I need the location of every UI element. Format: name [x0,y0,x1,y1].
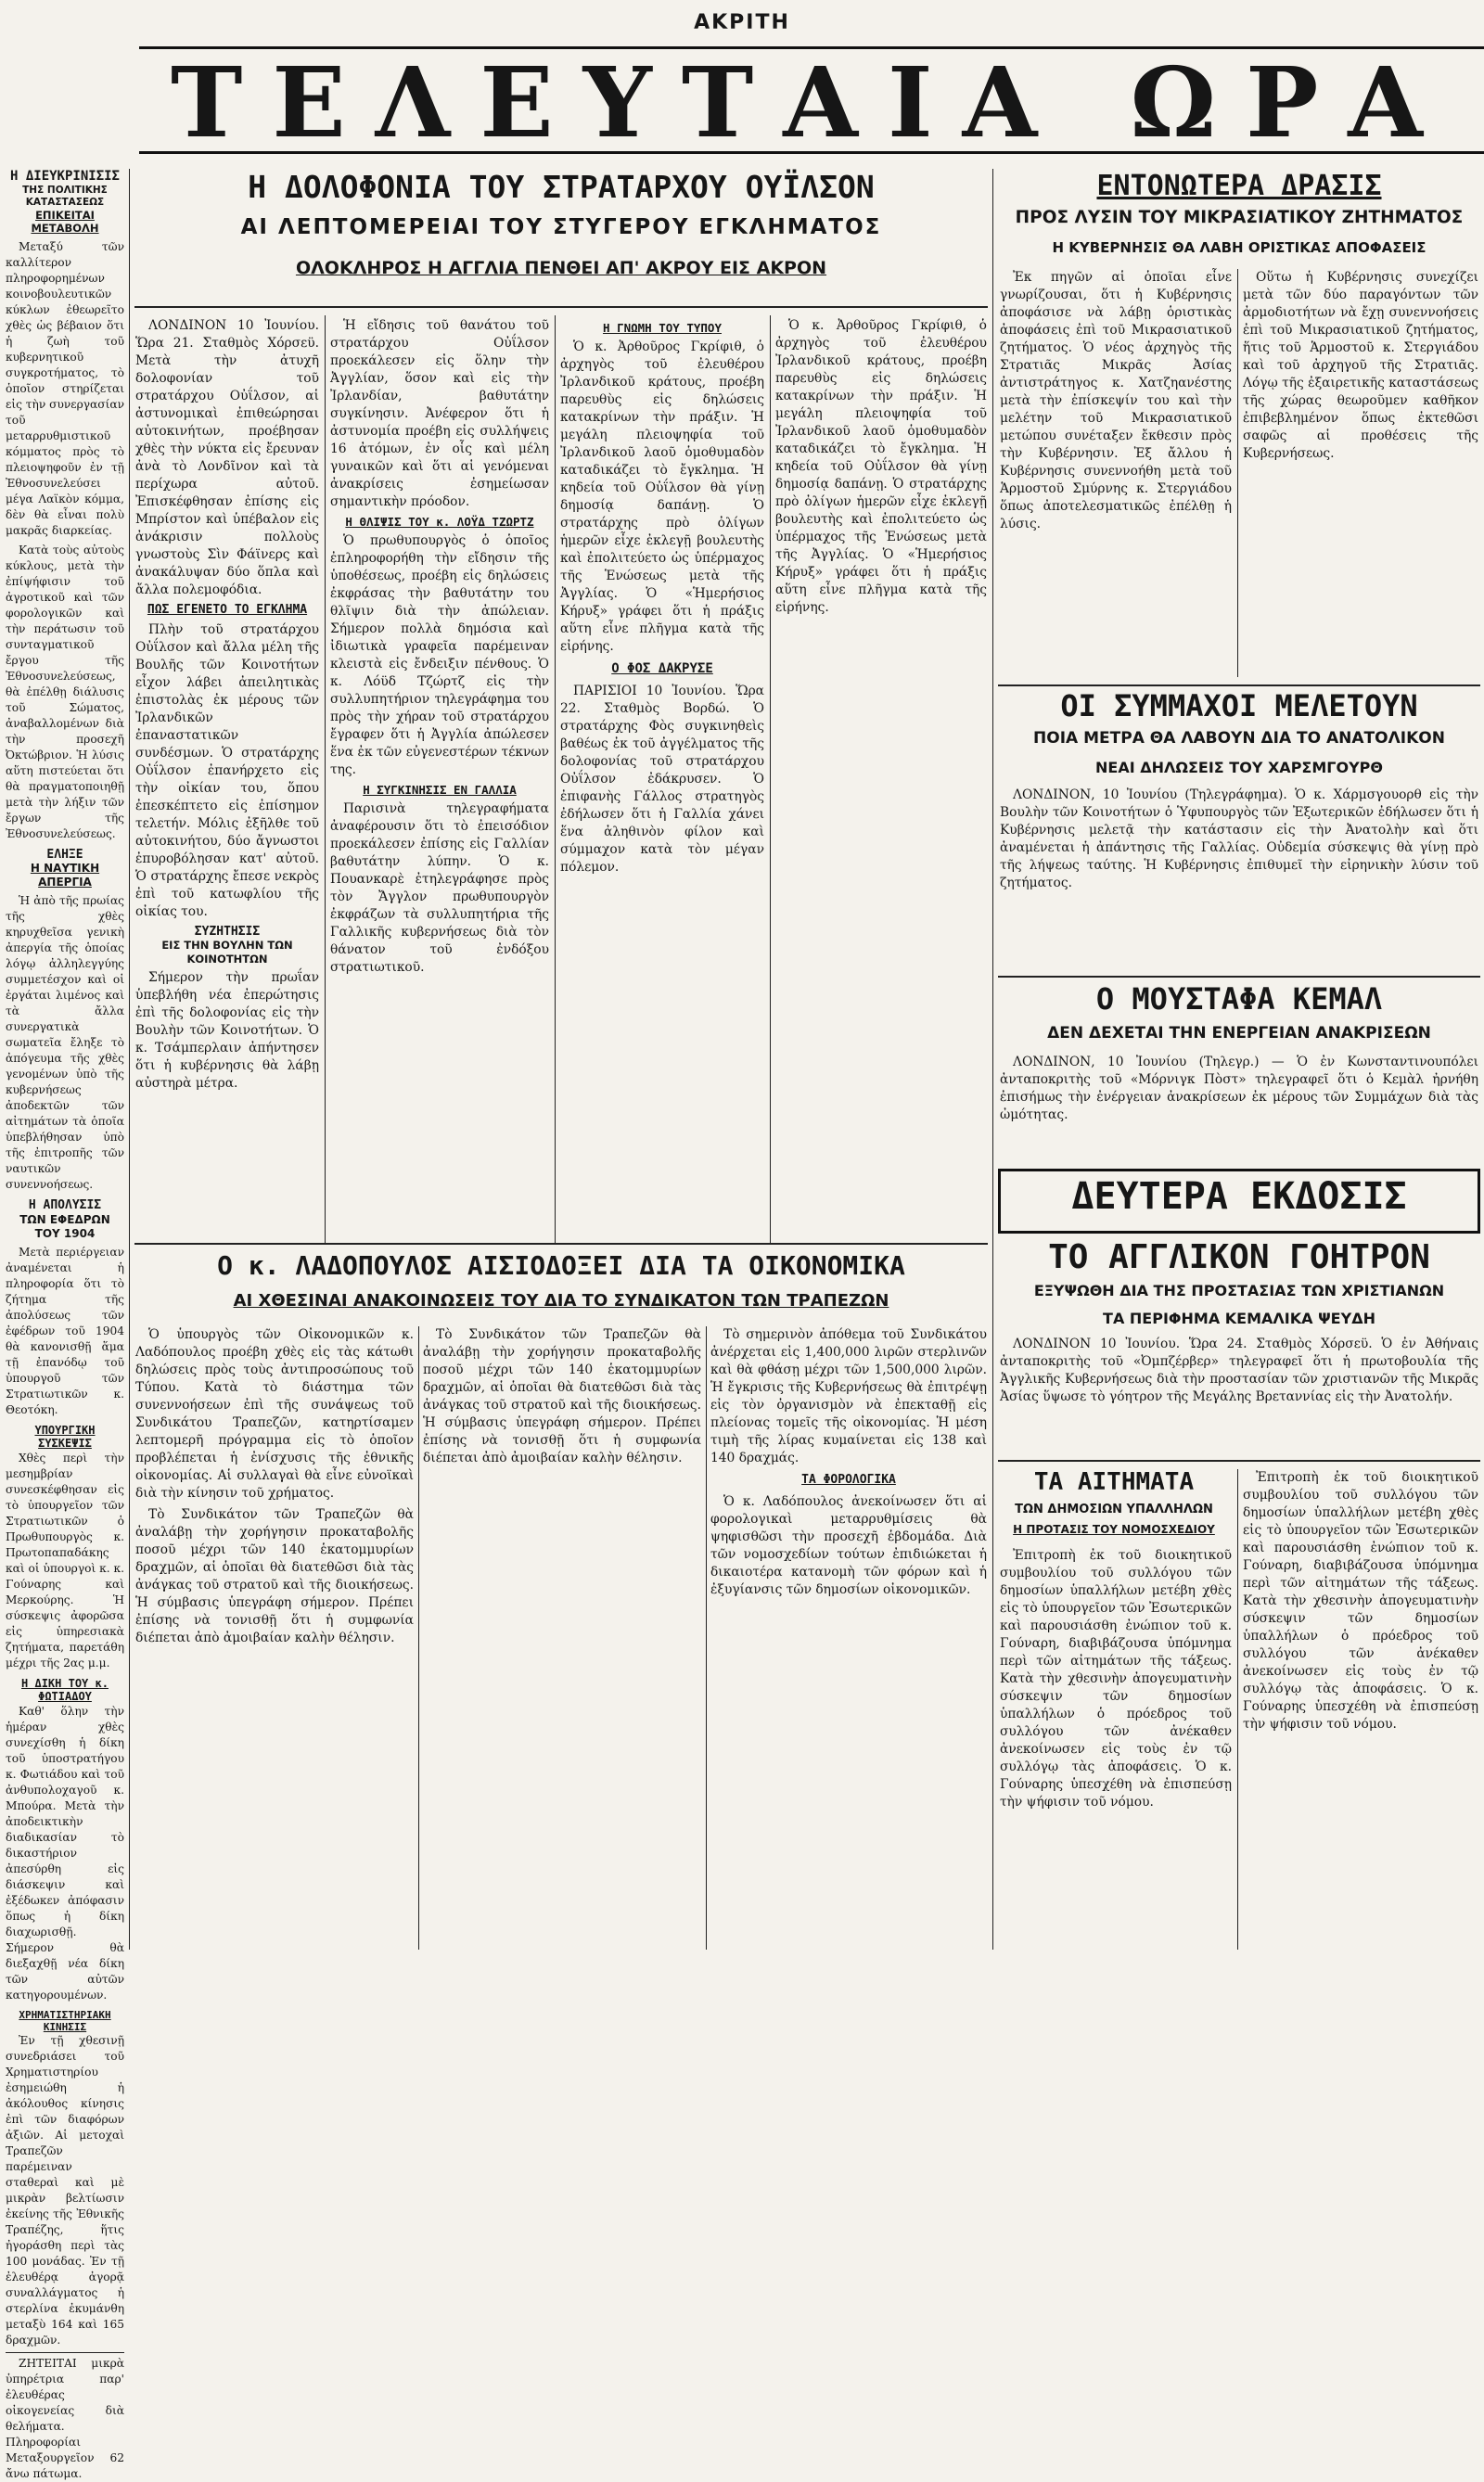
headline: ΤΟ ΑΓΓΛΙΚΟΝ ΓΟΗΤΡΟΝ [1048,1238,1430,1276]
headline: Ο ΜΟΥΣΤΑΦΑ ΚΕΜΑΛ [1095,981,1383,1017]
article-column [1243,1469,1478,1950]
section-heading: ΕΙΣ ΤΗΝ ΒΟΥΛΗΝ ΤΩΝ ΚΟΙΝΟΤΗΤΩΝ [161,939,293,966]
article-text: Ὁ κ. Ἀρθοῦρος Γκρίφιθ, ὁ ἀρχηγὸς τοῦ ἐλευθέρου Ἰρλανδικοῦ κράτους, προέβη παρευθὺς εἰς δηλώσεις κατακρίνων τὴν πράξιν. Ἡ μεγάλη πλειοψηφία τοῦ Ἰρλανδικοῦ λαοῦ ὁμοθυμαδὸν καταδικάζει τὸ ἔγκλημα. Ἡ κηδεία τοῦ Οὐΐλσον θὰ γίνῃ δημοσίᾳ δαπάνῃ. Ὁ στρατάρχης πρὸ ὀλίγων ἡμερῶν εἶχε ἐκλεγῇ βουλευτὴς καὶ ἐπολιτεύετο ὡς ὑπέρμαχος τῆς Ἑνώσεως μετὰ τῆς Ἀγγλίας. Ὁ «Ἡμερήσιος Κήρυξ» γράφει ὅτι ἡ πράξις αὕτη εἶνε πλῆγμα κατὰ τῆς εἰρήνης. [560,339,764,654]
article-column [1000,787,1478,972]
article-column [1000,269,1232,677]
article-text: Πλὴν τοῦ στρατάρχου Οὐΐλσον καὶ ἄλλα μέλη τῆς Βουλῆς τῶν Κοινοτήτων εἶχον λάβει ἀπειλητικὰς ἐπιστολὰς ἐκ μέρους τῶν Ἰρλανδικῶν ἐπαναστατικῶν συνδέσμων. Ὁ στρατάρχης Οὐΐλσον ἐπανήρχετο εἰς τὴν οἰκίαν του, ὅπου ἐπεσκέπτετο εἰς ἐπίσημον τελετήν. Μόλις ἐξῆλθε τοῦ αὐτοκινήτου, δύο ἄγνωστοι ἐπυροβόλησαν κατ' αὐτοῦ. Ὁ στρατάρχης ἔπεσε νεκρὸς ἐπὶ τοῦ κατωφλίου τῆς οἰκίας του. [135,621,319,919]
article-text: Ὁ κ. Λαδόπουλος ἀνεκοίνωσεν ὅτι αἱ φορολογικαὶ μεταρρυθμίσεις θὰ ψηφισθῶσι τὴν προσεχῆ ἑβδομάδα. Διὰ τῶν νομοσχεδίων τούτων ἐπιδιώκεται ἡ δικαιοτέρα κατανομὴ τῶν φόρων καὶ ἡ ἐξυγίανσις τῶν δημοσίων οἰκονομικῶν. [710,1493,987,1597]
section-heading: ΠΩΣ ΕΓΕΝΕΤΟ ΤΟ ΕΓΚΛΗΜΑ [147,603,308,617]
subheadline: ΟΛΟΚΛΗΡΟΣ Η ΑΓΓΛΙΑ ΠΕΝΘΕΙ ΑΠ' ΑΚΡΟΥ ΕΙΣ ΑΚΡΟΝ [295,258,827,278]
article-text: ΛΟΝΔΙΝΟΝ 10 Ἰουνίου. Ὥρα 24. Σταθμὸς Χόρσεϋ. Ὁ ἐν Ἀθήναις ἀνταποκριτὴς τοῦ «Ὀμπζέρβερ» τηλεγραφεῖ ὅτι ἡ πρωτοβουλία τῆς Ἀγγλικῆς Κυβερνήσεως διὰ τὴν προστασίαν τῶν χριστιανῶν τῆς Μικρᾶς Ἀσίας ὕψωσε τὸ γόητρον τῆς Μεγάλης Βρεταννίας εἰς τὴν Ἀνατολήν. [1000,1337,1478,1404]
left-column [6,169,124,2480]
column-rule [770,315,771,1243]
headline: ΟΙ ΣΥΜΜΑΧΟΙ ΜΕΛΕΤΟΥΝ [1060,688,1418,723]
headline: Η ΔΙΕΥΚΡΙΝΙΣΙΣ [9,169,120,184]
subheadline: ΤΩΝ ΕΦΕΔΡΩΝ ΤΟΥ 1904 [19,1212,110,1240]
article-text: Μεταξύ τῶν καλλίτερον πληροφορημένων κοινοβουλευτικῶν κύκλων ἐθεωρεῖτο χθὲς ὡς βέβαιον ὅτι ἡ ζωὴ τοῦ κυβερνητικοῦ συγκροτήματος, τὸ ὁποῖον στηρίζεται εἰς τὴν συνεργασίαν τοῦ μεταρρυθμιστικοῦ κόμματος πρὸς τὸ πλειοψηφοῦν ἐν τῇ Ἐθνοσυνελεύσει μέγα Λαϊκὸν κόμμα, δὲν θὰ εἶναι πολὺ μακρᾶς διαρκείας. [6,239,124,537]
subheadline: ΔΕΝ ΔΕΧΕΤΑΙ ΤΗΝ ΕΝΕΡΓΕΙΑΝ ΑΝΑΚΡΙΣΕΩΝ [1047,1024,1431,1043]
subheadline: Η ΚΥΒΕΡΝΗΣΙΣ ΘΑ ΛΑΒΗ ΟΡΙΣΤΙΚΑΣ ΑΠΟΦΑΣΕΙΣ [1052,239,1426,256]
column-rule [992,169,993,1950]
column-rule [1237,269,1238,677]
column-rule [706,1326,707,1950]
headline: Η ΔΙΚΗ ΤΟΥ κ. ΦΩΤΙΑΔΟΥ [21,1676,109,1704]
headline: ΕΝΤΟΝΩΤΕΡΑ ΔΡΑΣΙΣ [1096,170,1382,202]
article-text: Χθὲς περὶ τὴν μεσημβρίαν συνεσκέφθησαν εἰς τὸ ὑπουργεῖον τῶν Στρατιωτικῶν ὁ Πρωθυπουργὸς κ. Πρωτοπαπαδάκης καὶ οἱ ὑπουργοὶ κ. κ. Γούναρης καὶ Μερκούρης. Ἡ σύσκεψις ἀφορῶσα εἰς ὑπηρεσιακὰ ζητήματα, παρετάθη μέχρι τῆς 2ας μ.μ. [6,1451,124,1670]
subheadline: ΑΙ ΧΘΕΣΙΝΑΙ ΑΝΑΚΟΙΝΩΣΕΙΣ ΤΟΥ ΔΙΑ ΤΟ ΣΥΝΔΙΚΑΤΟΝ ΤΩΝ ΤΡΑΠΕΖΩΝ [233,1291,889,1311]
article-text: Ἐπιτροπὴ ἐκ τοῦ διοικητικοῦ συμβουλίου τοῦ συλλόγου τῶν δημοσίων ὑπαλλήλων μετέβη χθὲς εἰς τὸ ὑπουργεῖον τῶν Ἐσωτερικῶν καὶ παρουσιάσθη ἐνώπιον τοῦ κ. Γούναρη, διαβιβάζουσα ὑπόμνημα περὶ τῶν αἰτημάτων τῆς τάξεως. Κατὰ τὴν χθεσινὴν ἀπογευματινὴν σύσκεψιν τῶν δημοσίων ὑπαλλήλων ὁ πρόεδρος τοῦ συλλόγου τῶν ἀνέκαθεν ἀνεκοίνωσεν εἰς τοὺς ἐν τῷ συλλόγῳ τὰς ἀποφάσεις. Ὁ κ. Γούναρης ὑπεσχέθη νὰ ἐπισπεύσῃ τὴν ψήφισιν τοῦ νόμου. [1000,1548,1232,1810]
article-text: Ἡ εἴδησις τοῦ θανάτου τοῦ στρατάρχου Οὐΐλσον προεκάλεσεν εἰς ὅλην τὴν Ἀγγλίαν, ὅσον καὶ εἰς τὴν Ἰρλανδίαν, βαθυτάτην συγκίνησιν. Ἀνέφερον ὅτι ἡ ἀστυνομία προέβη εἰς συλλήψεις 16 ἀτόμων, ἐν οἷς καὶ μέλη γυναικῶν καὶ ὅτι αἱ γενόμεναι ἀνακρίσεις ἐσημείωσαν σημαντικὴν πρόοδον. [330,318,549,509]
divider [998,684,1480,686]
article-column [775,317,987,1235]
headline: ΥΠΟΥΡΓΙΚΗ ΣΥΣΚΕΨΙΣ [34,1423,96,1451]
article-text: ΠΑΡΙΣΙΟΙ 10 Ἰουνίου. Ὥρα 22. Σταθμὸς Βορδώ. Ὁ στρατάρχης Φὸς συγκινηθεὶς βαθέως ἐκ τοῦ ἀγγέλματος τῆς δολοφονίας τοῦ στρατάρχου Οὐΐλσον ἐδάκρυσεν. Ὁ ἐπιφανὴς Γάλλος στρατηγὸς ἐδήλωσεν ὅτι ἡ Γαλλία χάνει ἕνα ἀληθινὸν φίλον καὶ σύμμαχον κατὰ τὸν μέγαν πόλεμον. [560,683,764,875]
headline: ΕΛΗΞΕ [46,847,83,862]
article-text: Ἐν τῇ χθεσινῇ συνεδριάσει τοῦ Χρηματιστηρίου ἐσημειώθη ἡ ἀκόλουθος κίνησις ἐπὶ τῶν διαφόρων ἀξιῶν. Αἱ μετοχαὶ Τραπεζῶν παρέμειναν σταθεραὶ καὶ μὲ μικρὰν βελτίωσιν ἐκείνης τῆς Ἐθνικῆς Τραπέζης, ἥτις ἠγοράσθη περὶ τὰς 100 μονάδας. Ἐν τῇ ἐλευθέρᾳ ἀγορᾷ συναλλάγματος ἡ στερλίνα ἐκυμάνθη μεταξὺ 164 καὶ 165 δραχμῶν. [6,2033,124,2347]
divider [134,1243,988,1245]
headline: Η ΑΠΟΛΥΣΙΣ [28,1198,102,1213]
article-text: Ὁ κ. Ἀρθοῦρος Γκρίφιθ, ὁ ἀρχηγὸς τοῦ ἐλευθέρου Ἰρλανδικοῦ κράτους, προέβη παρευθὺς εἰς δηλώσεις κατακρίνων τὴν πράξιν. Ἡ μεγάλη πλειοψηφία τοῦ Ἰρλανδικοῦ λαοῦ ὁμοθυμαδὸν καταδικάζει τὸ ἔγκλημα. Ἡ κηδεία τοῦ Οὐΐλσον θὰ γίνῃ δημοσίᾳ δαπάνῃ. Ὁ στρατάρχης πρὸ ὀλίγων ἡμερῶν εἶχε ἐκλεγῇ βουλευτὴς καὶ ἐπολιτεύετο ὡς ὑπέρμαχος τῆς Ἑνώσεως μετὰ τῆς Ἀγγλίας. Ὁ «Ἡμερήσιος Κήρυξ» γράφει ὅτι ἡ πράξις αὕτη εἶνε πλῆγμα κατὰ τῆς εἰρήνης. [775,318,987,615]
article-column [1243,269,1478,677]
column-rule [325,315,326,1243]
article-text: ΛΟΝΔΙΝΟΝ 10 Ἰουνίου. Ὥρα 21. Σταθμὸς Χόρσεϋ. Μετὰ τὴν ἀτυχῆ δολοφονίαν τοῦ στρατάρχου Οὐΐλσον, αἱ ἀστυνομικαὶ ἐπιθεώρησαι αὐτοκινήτων, προέβησαν χθὲς τὴν νύκτα εἰς ἔρευναν ἀνὰ τὸ Λονδῖνον καὶ τὰ περίχωρα αὐτοῦ. Ἐπισκέφθησαν ἐπίσης εἰς Μπρίστον καὶ ὑπέβαλον εἰς ἀνάκρισιν πολλοὺς γνωστοὺς Σὶν Φάϊνερς καὶ ἀνακάλυψαν δύο ὅπλα καὶ ἄλλα πολεμοφόδια. [135,318,319,597]
article-text: Ὁ ὑπουργὸς τῶν Οἰκονομικῶν κ. Λαδόπουλος προέβη χθὲς εἰς τὰς κάτωθι δηλώσεις πρὸς τοὺς ἀντιπροσώπους τοῦ Τύπου. Κατὰ τὸ διάστημα τῶν συνεννοήσεων ἐπὶ τῆς συνάψεως τοῦ Συνδικάτου Τραπεζῶν, κατηρτίσαμεν λεπτομερῆ πρόγραμμα εἰς τὸ ὁποῖον προβλέπεται ἡ ἐνίσχυσις τῆς ἐθνικῆς οἰκονομίας. Αἱ συλλαγαὶ θὰ εἶνε εὐνοϊκαὶ διὰ τὴν κίνησιν τοῦ χρήματος. [135,1327,414,1501]
article-text: ΛΟΝΔΙΝΟΝ, 10 Ἰουνίου (Τηλεγρ.) — Ὁ ἐν Κωνσταντινουπόλει ἀνταποκριτὴς τοῦ «Μόρνιγκ Πὸστ» τηλεγραφεῖ ὅτι ὁ Κεμὰλ ἠρνήθη ἐπισήμως τὴν ἐνέργειαν ἀνακρίσεων ἐκ μέρους τῶν Συμμάχων διὰ τὰς ὠμότητας. [1000,1055,1478,1122]
subheadline: ΠΡΟΣ ΛΥΣΙΝ ΤΟΥ ΜΙΚΡΑΣΙΑΤΙΚΟΥ ΖΗΤΗΜΑΤΟΣ [1015,208,1464,227]
divider [998,1460,1480,1462]
headline: Η ΔΟΛΟΦΟΝΙΑ ΤΟΥ ΣΤΡΑΤΑΡΧΟΥ ΟΥΪΛΣΟΝ [248,169,875,205]
column-rule [1237,1469,1238,1950]
article-text: Ἡ ἀπὸ τῆς πρωίας τῆς χθὲς κηρυχθεῖσα γενικὴ ἀπεργία τῆς ὁποίας λόγῳ ἀλληλεγγύης συμμετέσχον καὶ οἱ ἐργάται λιμένος καὶ τὰ ἄλλα συνεργατικὰ σωματεῖα ἔληξε τὸ ἀπόγευμα τῆς χθὲς γενομένων ὑπὸ τῆς κυβερνήσεως ἀποδεκτῶν τῶν αἰτημάτων τὰ ὁποῖα ὑπεβλήθησαν ὑπὸ τῆς ἐπιτροπῆς τῶν ναυτικῶν συνεννοήσεως. [6,894,124,1192]
article-text: Οὕτω ἡ Κυβέρνησις συνεχίζει μετὰ τῶν δύο παραγόντων τῶν ἀρμοδιοτήτων νὰ ἔχῃ συνεννοήσεις ἐπὶ τοῦ Μικρασιατικοῦ ζητήματος, ἥτις τοῦ Ἁρμοστοῦ κ. Στεργιάδου καὶ τοῦ ἀρχηγοῦ τῆς Στρατιᾶς. Λόγῳ τῆς ἐξαιρετικῆς καταστάσεως τῆς χώρας θεωροῦμεν καθῆκον ἐπιβεβλημένον ὅπως ἐκτεθῶσι σαφῶς αἱ προθέσεις τῆς Κυβερνήσεως. [1243,270,1478,461]
article-text: Ἐκ πηγῶν αἱ ὁποῖαι εἶνε γνωρίζουσαι, ὅτι ἡ Κυβέρνησις ἀποφάσισε νὰ λάβῃ ὁριστικὰς ἀποφάσεις ἐπὶ τοῦ Μικρασιατικοῦ ζητήματος. Ὁ νέος ἀρχηγὸς τῆς Στρατιᾶς Μικρᾶς Ἀσίας ἀντιστράτηγος κ. Χατζηανέστης μετὰ τὴν ἐπίσκεψίν του καὶ τὴν μελέτην τοῦ Μικρασιατικοῦ μετώπου συνέταξεν ἔκθεσιν πρὸς τὴν Κυβέρνησιν. Ἐξ ἄλλου ἡ Κυβέρνησις συνεννοήθη μετὰ τοῦ Ἁρμοστοῦ Σμύρνης κ. Στεργιάδου ὅπως ἀποτελεσματικῶς ἐπέλθῃ ἡ λύσις. [1000,270,1232,531]
subheadline: ΕΠΙΚΕΙΤΑΙ ΜΕΤΑΒΟΛΗ [31,209,99,236]
article-text: Παρισινὰ τηλεγραφήματα ἀναφέρουσιν ὅτι τὸ ἐπεισόδιον προεκάλεσεν ἐπίσης εἰς Γαλλίαν βαθυτάτην λύπην. Ὁ κ. Πουανκαρὲ ἐτηλεγράφησε πρὸς τὸν Ἄγγλον πρωθυπουργὸν ἐκφράζων τὰ συλλυπητήρια τῆς Γαλλικῆς κυβερνήσεως διὰ τὸν θάνατον τοῦ ἐνδόξου στρατιωτικοῦ. [330,801,549,975]
article-text: Τὸ Συνδικάτον τῶν Τραπεζῶν θὰ ἀναλάβῃ τὴν χορήγησιν προκαταβολῆς ποσοῦ μέχρι τῶν 140 ἑκατομμυρίων δραχμῶν, αἱ ὁποῖαι θὰ διατεθῶσι διὰ τὰς ἀνάγκας τοῦ στρατοῦ καὶ τῆς διοικήσεως. Ἡ σύμβασις ὑπεγράφη σήμερον. Πρέπει ἐπίσης νὰ τονισθῇ ὅτι ἡ συμφωνία διέπεται ἀπὸ ἀμοιβαίαν καλὴν θέλησιν. [135,1507,414,1645]
subheadline: ΤΗΣ ΠΟΛΙΤΙΚΗΣ ΚΑΤΑΣΤΑΣΕΩΣ [22,184,108,208]
headline: Ο κ. ΛΑΔΟΠΟΥΛΟΣ ΑΙΣΙΟΔΟΞΕΙ ΔΙΑ ΤΑ ΟΙΚΟΝΟΜΙΚΑ [217,1250,905,1281]
column-rule [555,315,556,1243]
article-column [330,317,549,1235]
article-text: ΛΟΝΔΙΝΟΝ, 10 Ἰουνίου (Τηλεγράφημα). Ὁ κ. Χάρμσγουορθ εἰς τὴν Βουλὴν τῶν Κοινοτήτων ὁ Ὑφυπουργὸς τῶν Ἐξωτερικῶν ἐδήλωσεν ὅτι ἡ Κυβέρνησις μελετᾷ τὴν κατάστασιν εἰς τὴν Ἀνατολὴν καὶ ὅτι ἀναμένεται ἡ ἀπάντησις τῆς Γαλλίας. Οὐδεμία σύσκεψις θὰ γίνῃ πρὸ τῆς λήψεως ταύτης. Ἡ Κυβέρνησις ἐπιθυμεῖ τὴν εἰρηνικὴν λύσιν τοῦ ζητήματος. [1000,787,1478,890]
masthead: ΑΚΡΙΤΗ [694,11,790,34]
subheadline: ΠΟΙΑ ΜΕΤΡΑ ΘΑ ΛΑΒΟΥΝ ΔΙΑ ΤΟ ΑΝΑΤΟΛΙΚΟΝ [1033,729,1445,748]
article-text: Τὸ σημερινὸν ἀπόθεμα τοῦ Συνδικάτου ἀνέρχεται εἰς 1,400,000 λιρῶν στερλινῶν καὶ θὰ φθάσῃ μέχρι τῶν 1,500,000 λιρῶν. Ἡ ἔγκρισις τῆς Κυβερνήσεως θὰ ἐπιτρέψῃ εἰς τὸν ὀργανισμὸν νὰ ἐπεκταθῇ εἰς πλείονας τομεῖς τῆς οἰκονομίας. Ἡ μέση τιμὴ τῆς λίρας κυμαίνεται εἰς 138 καὶ 140 δραχμάς. [710,1327,987,1465]
headline: ΤΑ ΑΙΤΗΜΑΤΑ [1033,1468,1195,1496]
subheadline: ΤΩΝ ΔΗΜΟΣΙΩΝ ΥΠΑΛΛΗΛΩΝ [1015,1503,1213,1516]
article-column [1000,1336,1478,1456]
column-rule [129,169,130,1950]
article-column [1000,1054,1478,1159]
subheadline: ΝΕΑΙ ΔΗΛΩΣΕΙΣ ΤΟΥ ΧΑΡΣΜΓΟΥΡΘ [1095,759,1383,776]
article-column [423,1326,701,1950]
subheadline: ΕΞΥΨΩΘΗ ΔΙΑ ΤΗΣ ΠΡΟΣΤΑΣΙΑΣ ΤΩΝ ΧΡΙΣΤΙΑΝΩΝ [1033,1282,1445,1299]
subheadline: ΑΙ ΛΕΠΤΟΜΕΡΕΙΑΙ ΤΟΥ ΣΤΥΓΕΡΟΥ ΕΓΚΛΗΜΑΤΟΣ [240,215,882,239]
section-heading: ΤΑ ΦΟΡΟΛΟΓΙΚΑ [801,1473,896,1487]
article-text: Μετὰ περιέργειαν ἀναμένεται ἡ πληροφορία ὅτι τὸ ζήτημα τῆς ἀπολύσεως τῶν ἐφέδρων τοῦ 1904 θὰ κανονισθῇ ἅμα τῇ ἐπανόδῳ τοῦ ὑπουργοῦ τῶν Στρατιωτικῶν κ. Θεοτόκη. [6,1245,124,1416]
section-heading: ΣΥΖΗΤΗΣΙΣ [194,924,261,939]
banner-title: ΤΕΛΕΥΤΑΙΑ ΩΡΑ [171,45,1452,160]
article-text: Ὁ πρωθυπουργὸς ὁ ὁποῖος ἐπληροφορήθη τὴν εἴδησιν τῆς ὑποθέσεως, προέβη εἰς δηλώσεις ἐκφράσας τὴν βαθυτάτην του θλῖψιν διὰ τὴν ἀπώλειαν. Σήμερον πολλὰ δημόσια καὶ ἰδιωτικὰ γραφεῖα παρέμειναν κλειστὰ εἰς ἔνδειξιν πένθους. Ὁ κ. Λόϋδ Τζώρτζ εἰς τὴν συλλυπητήριον τηλεγράφημα του πρὸς τὴν χήραν τοῦ στρατάρχου ἔγραφεν ὅτι ἡ Ἀγγλία ἀπώλεσεν ἕνα ἐκ τῶν εὐγενεστέρων τέκνων της. [330,533,549,777]
divider [998,976,1480,978]
article-text: Κατὰ τοὺς αὐτοὺς κύκλους, μετὰ τὴν ἐπίψήφισιν τοῦ ἀγροτικοῦ καὶ τῶν φορολογικῶν καὶ τὴν περάτωσιν τοῦ συνταγματικοῦ ἔργου τῆς Ἐθνοσυνελεύσεως, θὰ ἐπέλθῃ διάλυσις τοῦ Σώματος, ἀναβαλλομένων διὰ τὴν προσεχῆ Ὀκτώβριον. Ἡ λύσις αὕτη πιστεύεται ὅτι θὰ πραγματοποιηθῇ μετὰ τὴν λήξιν τῶν ἔργων τῆς Ἐθνοσυνελεύσεως. [6,543,124,840]
edition-heading: ΔΕΥΤΕΡΑ ΕΚΔΟΣΙΣ [1071,1175,1407,1218]
section-heading: Η ΓΝΩΜΗ ΤΟΥ ΤΥΠΟΥ [603,321,722,335]
section-heading: Ο ΦΟΣ ΔΑΚΡΥΣΕ [611,661,713,676]
article-column [560,317,764,1235]
headline: ΧΡΗΜΑΤΙΣΤΗΡΙΑΚΗ ΚΙΝΗΣΙΣ [19,2008,111,2033]
subheadline: Η ΝΑΥΤΙΚΗ ΑΠΕΡΓΙΑ [30,862,100,889]
subheadline: Η ΠΡΟΤΑΣΙΣ ΤΟΥ ΝΟΜΟΣΧΕΔΙΟΥ [1013,1523,1215,1536]
article-text: Ἐπιτροπὴ ἐκ τοῦ διοικητικοῦ συμβουλίου τοῦ συλλόγου τῶν δημοσίων ὑπαλλήλων μετέβη χθὲς εἰς τὸ ὑπουργεῖον τῶν Ἐσωτερικῶν καὶ παρουσιάσθη ἐνώπιον τοῦ κ. Γούναρη, διαβιβάζουσα ὑπόμνημα περὶ τῶν αἰτημάτων τῆς τάξεως. Κατὰ τὴν χθεσινὴν ἀπογευματινὴν σύσκεψιν τῶν δημοσίων ὑπαλλήλων ὁ πρόεδρος τοῦ συλλόγου τῶν ἀνέκαθεν ἀνεκοίνωσεν εἰς τοὺς ἐν τῷ συλλόγῳ τὰς ἀποφάσεις. Ὁ κ. Γούναρης ὑπεσχέθη νὰ ἐπισπεύσῃ τὴν ψήφισιν τοῦ νόμου. [1243,1470,1478,1732]
classified-ad: ΖΗΤΕΙΤΑΙ μικρὰ ὑπηρέτρια παρ' ἐλευθέρας οἰκογενείας διὰ θελήματα. Πληροφορίαι Μεταξουργεῖον 62 ἄνω πάτωμα. [6,2352,124,2482]
article-column [135,317,319,1235]
article-text: Καθ' ὅλην τὴν ἡμέραν χθὲς συνεχίσθη ἡ δίκη τοῦ ὑποστρατήγου κ. Φωτιάδου καὶ τοῦ ἀνθυπολοχαγοῦ κ. Μπούρα. Μετὰ τὴν ἀποδεικτικὴν διαδικασίαν τὸ δικαστήριον ἀπεσύρθη εἰς διάσκεψιν καὶ ἐξέδωκεν ἀπόφασιν ὅπως ἡ δίκη διαχωρισθῇ. Σήμερον θὰ διεξαχθῇ νέα δίκη τῶν αὐτῶν κατηγορουμένων. [6,1704,124,2002]
subheadline: ΤΑ ΠΕΡΙΦΗΜΑ ΚΕΜΑΛΙΚΑ ΨΕΥΔΗ [1103,1310,1375,1327]
article-text: Τὸ Συνδικάτον τῶν Τραπεζῶν θὰ ἀναλάβῃ τὴν χορήγησιν προκαταβολῆς ποσοῦ μέχρι τῶν 140 ἑκατομμυρίων δραχμῶν, αἱ ὁποῖαι θὰ διατεθῶσι διὰ τὰς ἀνάγκας τοῦ στρατοῦ καὶ τῆς διοικήσεως. Ἡ σύμβασις ὑπεγράφη σήμερον. Πρέπει ἐπίσης νὰ τονισθῇ ὅτι ἡ συμφωνία διέπεται ἀπὸ ἀμοιβαίαν καλὴν θέλησιν. [423,1327,701,1465]
article-text: Σήμερον τὴν πρωΐαν ὑπεβλήθη νέα ἐπερώτησις ἐπὶ τῆς δολοφονίας εἰς τὴν Βουλὴν τῶν Κοινοτήτων. Ὁ κ. Τσάμπερλαιν ἀπήντησεν ὅτι ἡ κυβέρνησις θὰ λάβῃ αὐστηρὰ μέτρα. [135,969,319,1091]
section-heading: Η ΘΛΙΨΙΣ ΤΟΥ κ. ΛΟΫΔ ΤΖΩΡΤΖ [345,515,534,529]
article-column [1000,1547,1232,1950]
column-rule [418,1326,419,1950]
article-column [710,1326,987,1950]
section-heading: Η ΣΥΓΚΙΝΗΣΙΣ ΕΝ ΓΑΛΛΙΑ [363,783,517,797]
article-column [135,1326,414,1950]
divider [134,306,988,308]
